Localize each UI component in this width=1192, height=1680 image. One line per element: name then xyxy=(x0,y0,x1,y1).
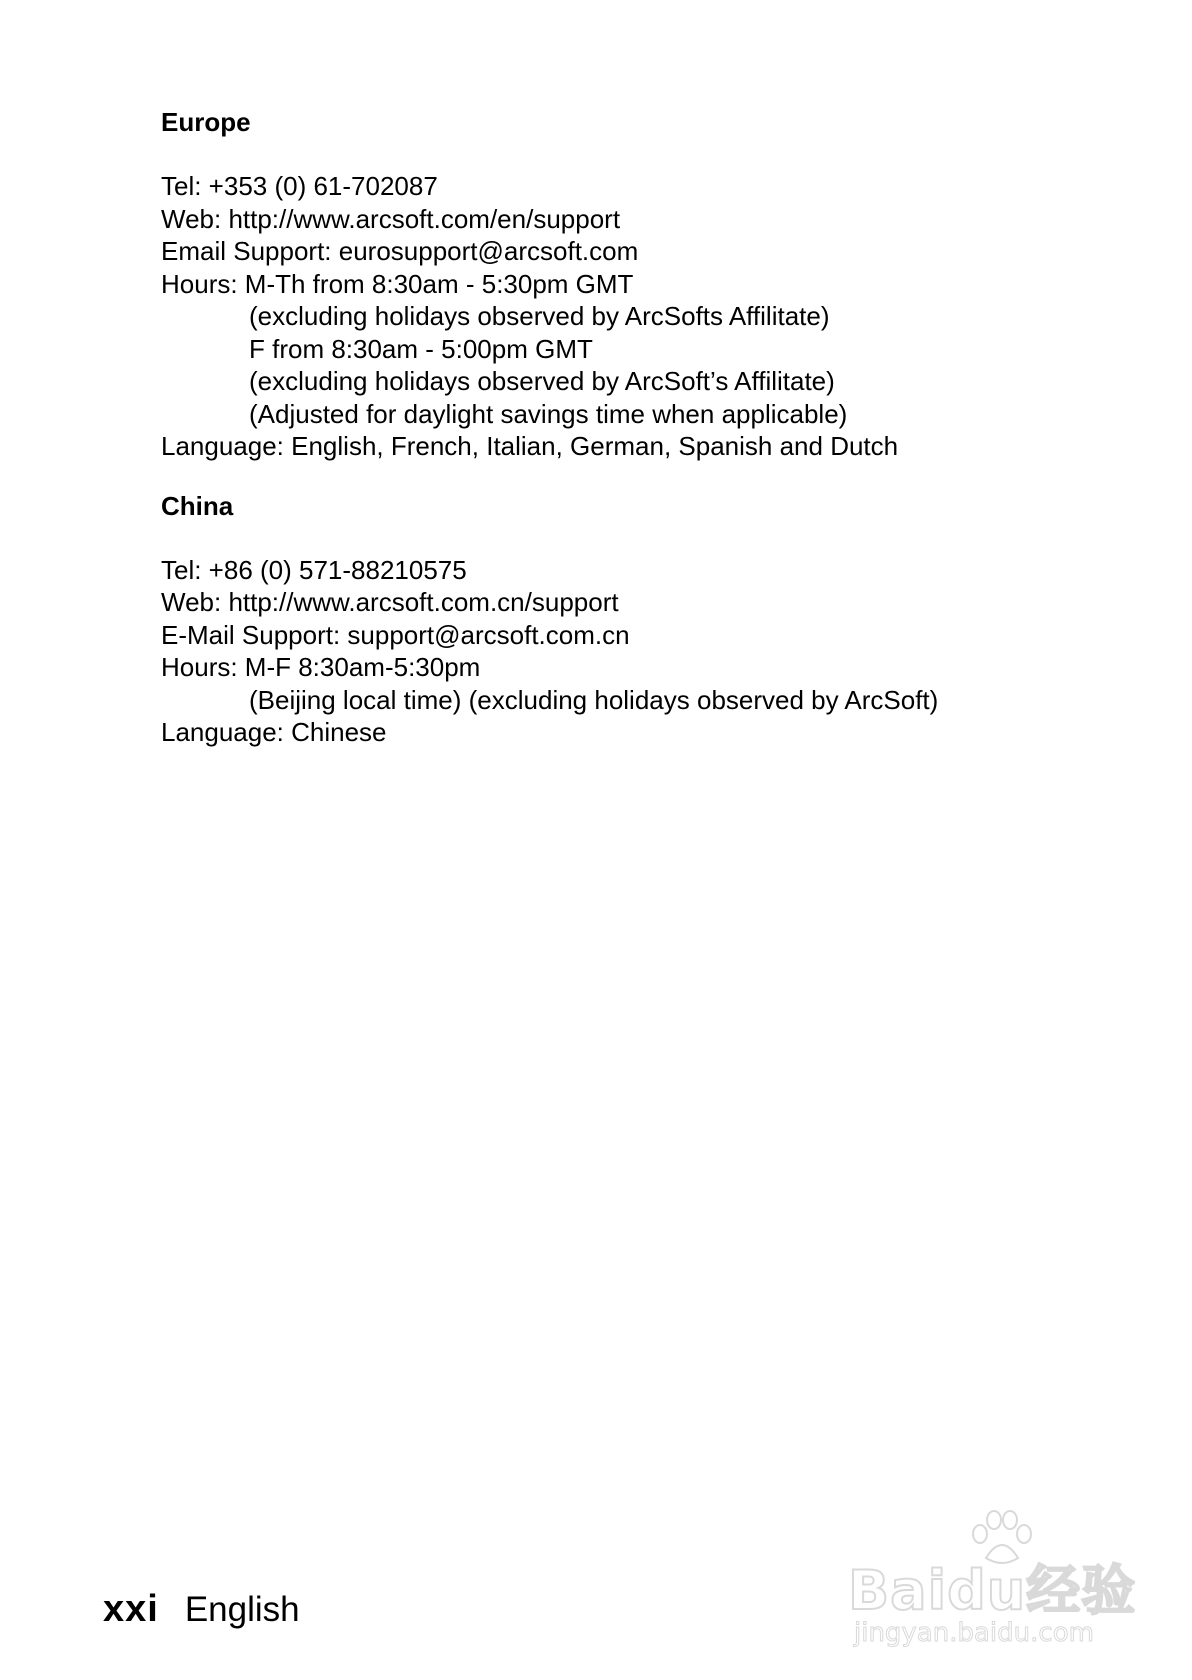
europe-hours-friday: F from 8:30am - 5:00pm GMT xyxy=(249,333,593,364)
europe-tel: Tel: +353 (0) 61-702087 xyxy=(161,171,438,201)
europe-section xyxy=(161,106,1061,463)
china-section xyxy=(161,490,1061,749)
europe-hours: Hours: M-Th from 8:30am - 5:30pm GMT xyxy=(161,268,634,299)
china-hours: Hours: M-F 8:30am-5:30pm xyxy=(161,652,481,682)
europe-hours-note-3: (Adjusted for daylight savings time when applicable) xyxy=(249,398,848,429)
section-heading-europe: Europe xyxy=(161,107,251,137)
footer-language: English xyxy=(184,1590,300,1629)
page-footer xyxy=(103,1588,300,1631)
europe-web: Web: http://www.arcsoft.com/en/support xyxy=(161,203,621,234)
china-email: E-Mail Support: support@arcsoft.com.cn xyxy=(161,619,630,650)
china-tel: Tel: +86 (0) 571-88210575 xyxy=(161,554,467,585)
page-number: xxi xyxy=(103,1588,159,1630)
watermark-url: jingyan.baidu.com xyxy=(854,1618,1094,1648)
europe-language: Language: English, French, Italian, German, Spanish and Dutch xyxy=(161,431,899,461)
watermark-brand: Baidu经验 xyxy=(848,1559,1137,1622)
europe-hours-note-2: (excluding holidays observed by ArcSoft’s Affilitate) xyxy=(249,366,835,396)
europe-email: Email Support: eurosupport@arcsoft.com xyxy=(161,236,639,266)
china-language: Language: Chinese xyxy=(161,717,387,747)
china-hours-note: (Beijing local time) (excluding holidays observed by ArcSoft) xyxy=(249,684,939,715)
section-heading-china: China xyxy=(161,490,234,521)
europe-hours-note-1: (excluding holidays observed by ArcSofts Affilitate) xyxy=(249,301,830,331)
document-body xyxy=(161,106,1061,776)
china-web: Web: http://www.arcsoft.com.cn/support xyxy=(161,587,619,617)
baidu-watermark xyxy=(848,1508,1148,1658)
